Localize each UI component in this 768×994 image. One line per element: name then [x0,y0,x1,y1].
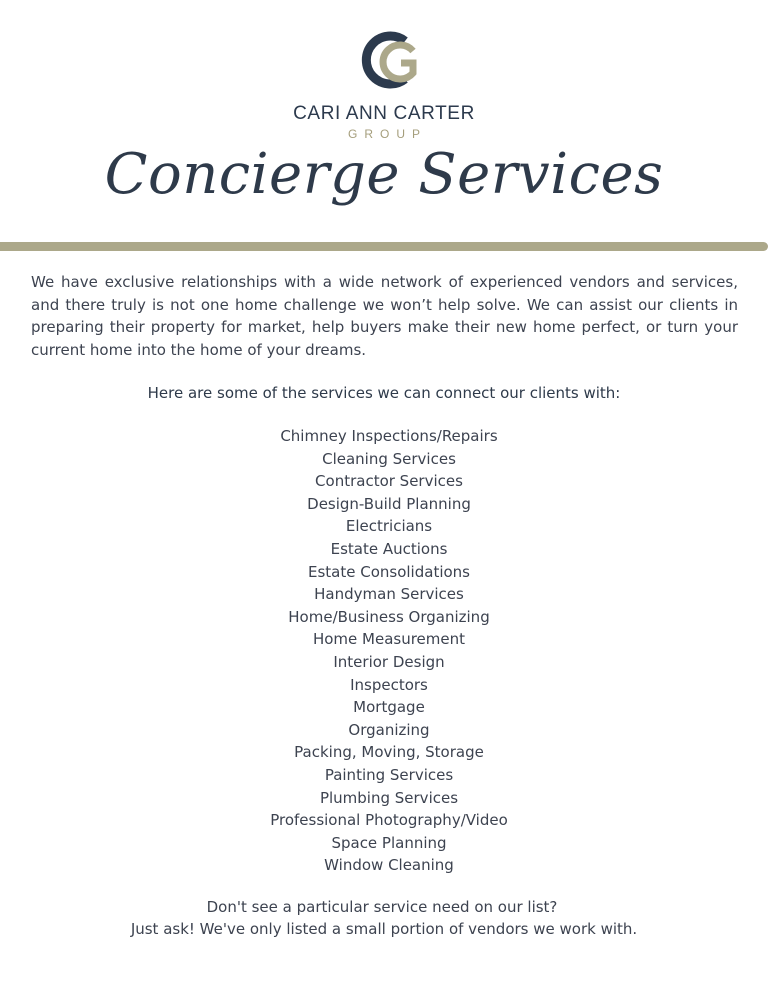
list-item: Cleaning Services [322,449,456,468]
brand-logo [0,0,768,150]
brand-subname: GROUP [347,127,427,141]
intro-paragraph: We have exclusive relationships with a wide network of experienced vendors and services, and there truly is not one home challenge we won’t help solve. We can assist our clients in preparing their property for market, help buyers make their new home perfect, or turn your current home into the home of your dreams. [31,273,738,360]
list-item: Electricians [345,517,433,536]
list-item: Space Planning [331,833,447,852]
list-item: Interior Design [333,652,445,671]
list-item: Estate Auctions [330,539,448,558]
list-item: Contractor Services [315,472,463,491]
list-item: Plumbing Services [319,788,459,807]
services-list [0,425,768,877]
list-item: Packing, Moving, Storage [294,743,484,762]
list-item: Inspectors [350,675,428,694]
list-item: Professional Photography/Video [270,811,508,830]
list-item: Mortgage [353,698,425,717]
list-item: Home Measurement [312,630,466,649]
list-item: Handyman Services [314,585,464,604]
divider [0,242,768,251]
services-lead: Here are some of the services we can connect our clients with: [147,384,621,402]
list-item: Window Cleaning [324,856,454,875]
list-item: Estate Consolidations [308,562,470,581]
footer-note: Just ask! We've only listed a small portion of vendors we work with. [130,920,638,938]
list-item: Chimney Inspections/Repairs [280,427,498,445]
brand-name: CARI ANN CARTER [293,103,475,124]
cg-monogram-icon [355,27,421,93]
list-item: Design-Build Planning [307,494,471,513]
footer-question: Don't see a particular service need on our list? [206,898,558,916]
list-item: Painting Services [324,765,454,784]
list-item: Organizing [348,720,430,739]
list-item: Home/Business Organizing [288,607,490,626]
page-title: Concierge Services [104,142,664,207]
